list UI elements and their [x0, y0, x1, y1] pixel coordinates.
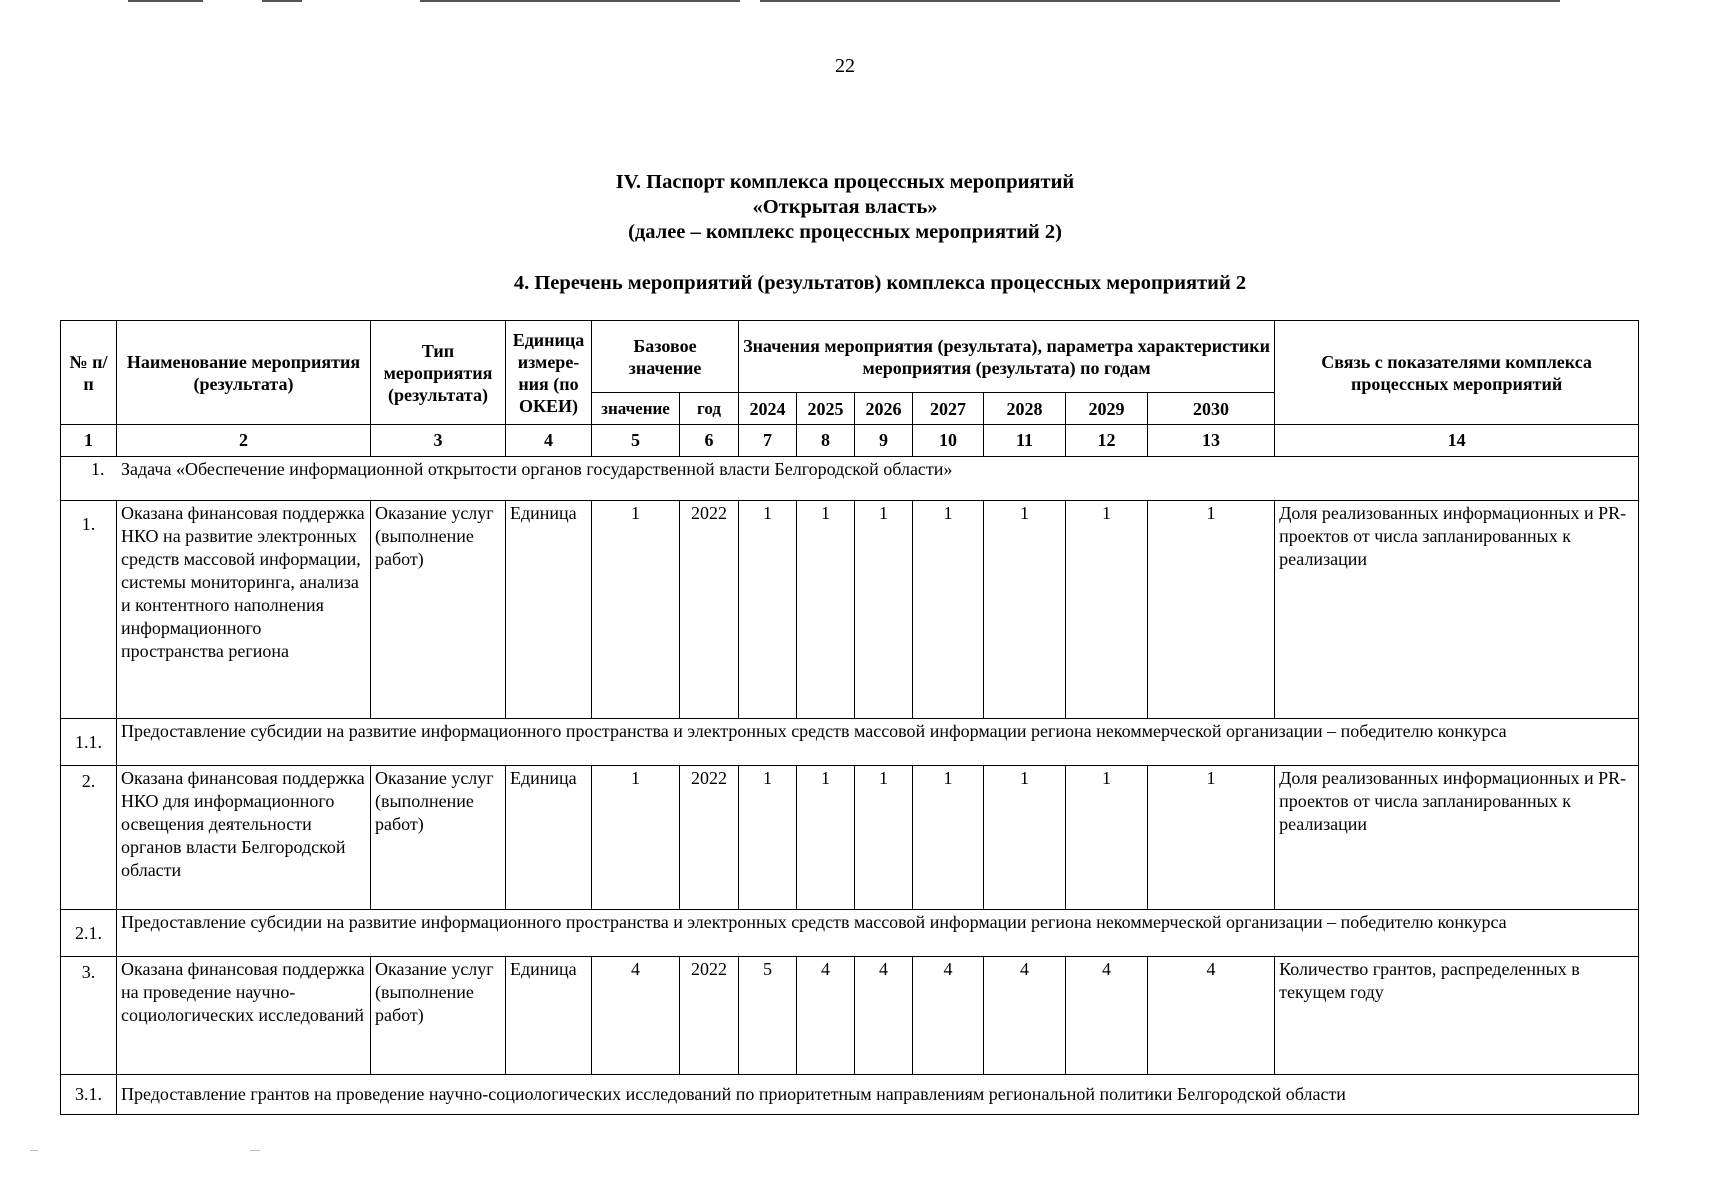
- header-year: 2024: [739, 393, 797, 425]
- header-row: [61, 321, 1639, 393]
- scan-artifact: [128, 0, 203, 2]
- value-2030: 1: [1148, 766, 1275, 910]
- task-cell: [61, 457, 1639, 501]
- header-year: 2025: [797, 393, 855, 425]
- unit: Единица: [506, 766, 592, 910]
- value-2030: 1: [1148, 501, 1275, 719]
- events-table: [60, 320, 1639, 1115]
- value-2029: 1: [1066, 501, 1148, 719]
- header-name: Наименование мероприятия (результата): [117, 321, 371, 425]
- value-2027: 1: [913, 501, 984, 719]
- column-number: 2: [117, 425, 371, 457]
- column-number: 9: [855, 425, 913, 457]
- table-row: [61, 957, 1639, 1075]
- header-link: Связь с показателями комплекса процессных мероприятий: [1275, 321, 1639, 425]
- subitem-text: Предоставление субсидии на развитие информационного пространства и электронных средств массовой информации региона некоммерческой организации – победителю конкурса: [117, 719, 1639, 766]
- document-title: [0, 170, 1690, 245]
- indicator-link: Доля реализованных информационных и PR-проектов от числа запланированных к реализации: [1275, 766, 1639, 910]
- header-unit: Единица измере-ния (по ОКЕИ): [506, 321, 592, 425]
- column-number: 4: [506, 425, 592, 457]
- column-number: 11: [984, 425, 1066, 457]
- base-value: 4: [592, 957, 680, 1075]
- value-2024: 5: [739, 957, 797, 1075]
- subitem-row: [61, 1075, 1639, 1115]
- task-text: Задача «Обеспечение информационной открытости органов государственной власти Белгородской области»: [121, 459, 953, 479]
- base-year: 2022: [680, 957, 739, 1075]
- row-number: 1.: [61, 501, 117, 719]
- column-number: 14: [1275, 425, 1639, 457]
- page-number: 22: [835, 55, 855, 77]
- scan-artifact: [420, 0, 740, 2]
- column-number-row: [61, 425, 1639, 457]
- unit: Единица: [506, 957, 592, 1075]
- base-value: 1: [592, 766, 680, 910]
- value-2028: 1: [984, 501, 1066, 719]
- event-name: Оказана финансовая поддержка НКО для информационного освещения деятельности органов власти Белгородской области: [117, 766, 371, 910]
- header-year: 2027: [913, 393, 984, 425]
- subitem-text: Предоставление грантов на проведение научно-социологических исследований по приоритетным направлениям региональной политики Белгородской области: [117, 1075, 1639, 1115]
- indicator-link: Доля реализованных информационных и PR-проектов от числа запланированных к реализации: [1275, 501, 1639, 719]
- column-number: 7: [739, 425, 797, 457]
- header-year: 2026: [855, 393, 913, 425]
- event-type: Оказание услуг (выполнение работ): [371, 957, 506, 1075]
- value-2028: 1: [984, 766, 1066, 910]
- header-year: 2028: [984, 393, 1066, 425]
- row-number: 3.: [61, 957, 117, 1075]
- header-num: № п/п: [61, 321, 117, 425]
- row-number: 2.: [61, 766, 117, 910]
- header-base: Базовое значение: [592, 321, 739, 393]
- subitem-number: 3.1.: [61, 1075, 117, 1115]
- value-2030: 4: [1148, 957, 1275, 1075]
- header-base-year: год: [680, 393, 739, 425]
- value-2024: 1: [739, 766, 797, 910]
- value-2029: 4: [1066, 957, 1148, 1075]
- title-line-1: IV. Паспорт комплекса процессных мероприятий: [615, 171, 1075, 193]
- table-row: [61, 501, 1639, 719]
- value-2025: 4: [797, 957, 855, 1075]
- scan-artifact: [30, 1150, 38, 1151]
- title-line-2: «Открытая власть»: [752, 196, 938, 218]
- subitem-row: [61, 719, 1639, 766]
- value-2026: 1: [855, 501, 913, 719]
- subitem-row: [61, 910, 1639, 957]
- event-name: Оказана финансовая поддержка на проведение научно-социологических исследований: [117, 957, 371, 1075]
- header-base-value: значение: [592, 393, 680, 425]
- column-number: 8: [797, 425, 855, 457]
- value-2027: 1: [913, 766, 984, 910]
- column-number: 6: [680, 425, 739, 457]
- value-2025: 1: [797, 766, 855, 910]
- scan-artifact: [760, 0, 1560, 2]
- value-2028: 4: [984, 957, 1066, 1075]
- scan-artifact: [262, 0, 302, 2]
- base-year: 2022: [680, 766, 739, 910]
- column-number: 1: [61, 425, 117, 457]
- header-values-by-year: Значения мероприятия (результата), параметра характеристики мероприятия (результата) по годам: [739, 321, 1275, 393]
- scan-artifact: [250, 1150, 260, 1151]
- column-number: 3: [371, 425, 506, 457]
- table-row: [61, 766, 1639, 910]
- task-row: [61, 457, 1639, 501]
- value-2025: 1: [797, 501, 855, 719]
- column-number: 10: [913, 425, 984, 457]
- value-2026: 4: [855, 957, 913, 1075]
- subitem-text: Предоставление субсидии на развитие информационного пространства и электронных средств массовой информации региона некоммерческой организации – победителю конкурса: [117, 910, 1639, 957]
- header-type: Тип мероприятия (результата): [371, 321, 506, 425]
- indicator-link: Количество грантов, распределенных в текущем году: [1275, 957, 1639, 1075]
- event-name: Оказана финансовая поддержка НКО на развитие электронных средств массовой информации, системы мониторинга, анализа и контентного наполнения информационного пространства региона: [117, 501, 371, 719]
- table-caption: 4. Перечень мероприятий (результатов) комплекса процессных мероприятий 2: [513, 272, 1247, 294]
- column-number: 13: [1148, 425, 1275, 457]
- value-2029: 1: [1066, 766, 1148, 910]
- header-year: 2030: [1148, 393, 1275, 425]
- value-2027: 4: [913, 957, 984, 1075]
- event-type: Оказание услуг (выполнение работ): [371, 766, 506, 910]
- header-year: 2029: [1066, 393, 1148, 425]
- subitem-number: 2.1.: [61, 910, 117, 957]
- column-number: 5: [592, 425, 680, 457]
- value-2024: 1: [739, 501, 797, 719]
- base-value: 1: [592, 501, 680, 719]
- event-type: Оказание услуг (выполнение работ): [371, 501, 506, 719]
- subitem-number: 1.1.: [61, 719, 117, 766]
- title-line-3: (далее – комплекс процессных мероприятий 2): [628, 221, 1062, 243]
- unit: Единица: [506, 501, 592, 719]
- value-2026: 1: [855, 766, 913, 910]
- base-year: 2022: [680, 501, 739, 719]
- task-number: 1.: [91, 459, 105, 479]
- column-number: 12: [1066, 425, 1148, 457]
